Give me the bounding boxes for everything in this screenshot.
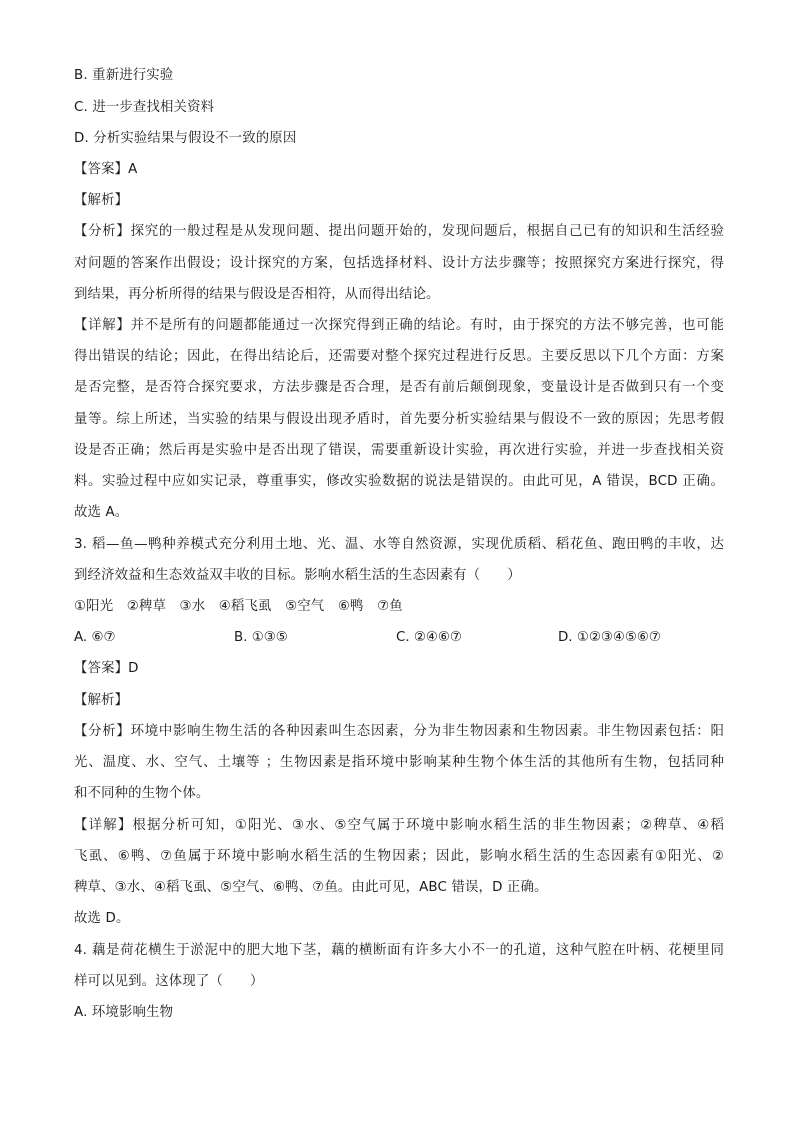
jiexi-label: 【解析】 xyxy=(74,693,129,708)
detail-line: 【详解】并不是所有的问题都能通过一次探究得到正确的结论。有时，由于探究的方法不够完善，也可能 xyxy=(74,318,724,333)
conclusion: 故选 D。 xyxy=(74,911,130,926)
q3-option-b: B. ①③⑤ xyxy=(234,630,288,645)
question-3-factors: ①阳光 ②稗草 ③水 ④稻飞虱 ⑤空气 ⑥鸭 ⑦鱼 xyxy=(74,599,403,614)
question-4-stem: 4. 藕是荷花横生于淤泥中的肥大地下茎，藕的横断面有许多大小不一的孔道，这种气腔在叶柄、花梗里同 xyxy=(74,943,724,958)
option-b: B. 重新进行实验 xyxy=(74,68,174,83)
q3-option-a: A. ⑥⑦ xyxy=(74,630,116,645)
detail-line: 【详解】根据分析可知，①阳光、③水、⑤空气属于环境中影响水稻生活的非生物因素；②稗草、④稻 xyxy=(74,818,724,833)
detail-line: 稗草、③水、④稻飞虱、⑤空气、⑥鸭、⑦鱼。由此可见，ABC 错误，D 正确。 xyxy=(74,880,548,895)
option-c: C. 进一步查找相关资料 xyxy=(74,100,215,115)
analysis-line: 【分析】探究的一般过程是从发现问题、提出问题开始的，发现问题后，根据自己已有的知识和生活经验 xyxy=(74,224,724,239)
q4-option-a: A. 环境影响生物 xyxy=(74,1005,174,1020)
question-3-stem: 3. 稻—鱼—鸭种养模式充分利用土地、光、温、水等自然资源，实现优质稻、稻花鱼、跑田鸭的丰收，达 xyxy=(74,537,724,552)
detail-line: 是否完整，是否符合探究要求，方法步骤是否合理，是否有前后颠倒现象，变量设计是否做到只有一个变 xyxy=(74,380,724,395)
q3-option-c: C. ②④⑥⑦ xyxy=(396,630,462,645)
analysis-line: 对问题的答案作出假设；设计探究的方案，包括选择材料、设计方法步骤等；按照探究方案进行探究，得 xyxy=(74,256,724,271)
analysis-line: 和不同种的生物个体。 xyxy=(74,786,210,801)
question-4-stem: 样可以见到。这体现了（ ） xyxy=(74,974,264,989)
analysis-line: 【分析】环境中影响生物生活的各种因素叫生态因素，分为非生物因素和生物因素。非生物因素包括：阳 xyxy=(74,724,724,739)
detail-line: 得出错误的结论；因此，在得出结论后，还需要对整个探究过程进行反思。主要反思以下几个方面：方案 xyxy=(74,349,724,364)
analysis-line: 到结果，再分析所得的结果与假设是否相符，从而得出结论。 xyxy=(74,287,440,302)
jiexi-label: 【解析】 xyxy=(74,193,129,208)
detail-line: 设是否正确；然后再是实验中是否出现了错误，需要重新设计实验，再次进行实验，并进一步查找相关资 xyxy=(74,443,724,458)
q3-option-d: D. ①②③④⑤⑥⑦ xyxy=(558,630,661,645)
detail-line: 飞虱、⑥鸭、⑦鱼属于环境中影响水稻生活的生物因素；因此，影响水稻生活的生态因素有①阳光、② xyxy=(74,849,724,864)
option-d: D. 分析实验结果与假设不一致的原因 xyxy=(74,131,297,146)
answer-label: 【答案】D xyxy=(74,661,139,676)
conclusion: 故选 A。 xyxy=(74,505,129,520)
answer-label: 【答案】A xyxy=(74,162,138,177)
analysis-line: 光、温度、水、空气、土壤等 ；生物因素是指环境中影响某种生物个体生活的其他所有生物，包括同种 xyxy=(74,755,724,770)
detail-line: 料。实验过程中应如实记录，尊重事实，修改实验数据的说法是错误的。由此可见，A 错误，BCD 正确。 xyxy=(74,474,724,489)
detail-line: 量等。综上所述，当实验的结果与假设出现矛盾时，首先要分析实验结果与假设不一致的原因；先思考假 xyxy=(74,412,724,427)
question-3-stem: 到经济效益和生态效益双丰收的目标。影响水稻生活的生态因素有（ ） xyxy=(74,568,521,583)
